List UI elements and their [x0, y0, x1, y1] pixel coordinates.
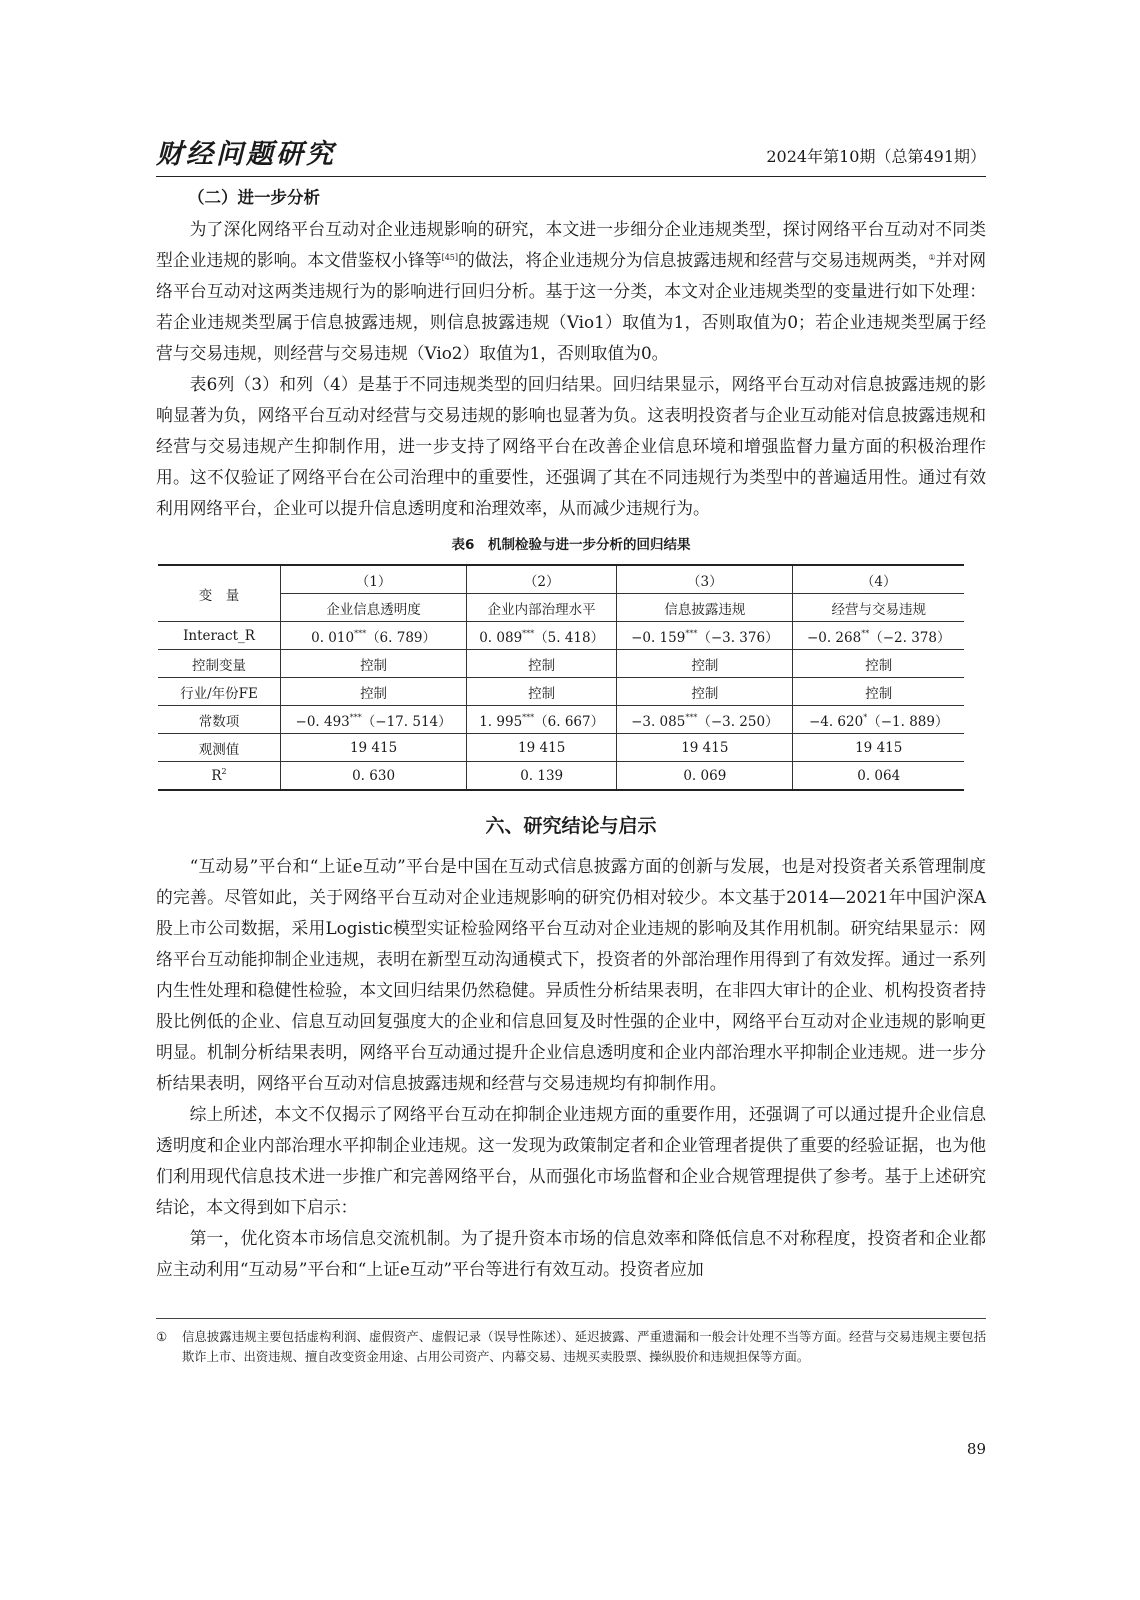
- subsection-title: （二）进一步分析: [188, 188, 320, 207]
- journal-logo: 财经问题研究: [156, 139, 336, 170]
- table-cell: 0. 630: [281, 762, 467, 791]
- table-cell: 0. 089***（5. 418）: [467, 622, 617, 650]
- column-name: 企业内部治理水平: [467, 594, 617, 622]
- footnote-text: 信息披露违规主要包括虚构利润、虚假资产、虚假记录（误导性陈述）、延迟披露、严重遗漏和一般会计处理不当等方面。经营与交易违规主要包括欺诈上市、出资违规、擅自改变资金用途、占用公司资产、内幕交易、违规买卖股票、操纵股价和违规担保等方面。: [182, 1330, 986, 1364]
- table-cell: 0. 064: [793, 762, 964, 791]
- table-cell: 控制: [793, 678, 964, 706]
- citation-ref[interactable]: [45]: [441, 253, 459, 262]
- footnote-ref[interactable]: ①: [928, 253, 936, 262]
- table-cell: 0. 010***（6. 789）: [281, 622, 467, 650]
- table-cell: 控制: [467, 678, 617, 706]
- paragraph: “互动易”平台和“上证e互动”平台是中国在互动式信息披露方面的创新与发展，也是对投资者关系管理制度的完善。尽管如此，关于网络平台互动对企业违规影响的研究仍相对较少。本文基于2014—2021年中国沪深A股上市公司数据，采用Logistic模型实证检验网络平台互动对企业违规的影响及其作用机制。研究结果显示：网络平台互动能抑制企业违规，表明在新型互动沟通模式下，投资者的外部治理作用得到了有效发挥。通过一系列内生性处理和稳健性检验，本文回归结果仍然稳健。异质性分析结果表明，在非四大审计的企业、机构投资者持股比例低的企业、信息互动回复强度大的企业和信息回复及时性强的企业中，网络平台互动对企业违规的影响更明显。机制分析结果表明，网络平台互动通过提升企业信息透明度和企业内部治理水平抑制企业违规。进一步分析结果表明，网络平台互动对信息披露违规和经营与交易违规均有抑制作用。: [156, 856, 986, 1093]
- table-cell: 控制: [281, 678, 467, 706]
- regression-table: [158, 564, 964, 791]
- table-cell: 0. 069: [617, 762, 793, 791]
- table-header-row: [158, 565, 964, 594]
- column-number: （2）: [467, 565, 617, 594]
- row-label: 控制变量: [158, 650, 281, 678]
- table-cell: 19 415: [281, 734, 467, 762]
- paragraph-text: 并对网络平台互动对这两类违规行为的影响进行回归分析。基于这一分类，本文对企业违规类型的变量进行如下处理：若企业违规类型属于信息披露违规，则信息披露违规（Vio1）取值为1，否则取值为0；若企业违规类型属于经营与交易违规，则经营与交易违规（Vio2）取值为1，否则取值为0。: [156, 250, 986, 363]
- column-number: （1）: [281, 565, 467, 594]
- footnote: [156, 1327, 986, 1367]
- table-cell: −4. 620*（−1. 889）: [793, 706, 964, 734]
- main-content: [156, 182, 986, 1285]
- table-cell: 控制: [617, 678, 793, 706]
- row-label: 行业/年份FE: [158, 678, 281, 706]
- column-name: 企业信息透明度: [281, 594, 467, 622]
- table-cell: −3. 085***（−3. 250）: [617, 706, 793, 734]
- column-name: 信息披露违规: [617, 594, 793, 622]
- column-name: 经营与交易违规: [793, 594, 964, 622]
- table-cell: 控制: [793, 650, 964, 678]
- table-row: [158, 622, 964, 650]
- table-cell: −0. 268**（−2. 378）: [793, 622, 964, 650]
- row-label: 观测值: [158, 734, 281, 762]
- section-title: 六、研究结论与启示: [485, 815, 657, 837]
- row-label: $R^2$: [158, 762, 281, 791]
- table-row: [158, 706, 964, 734]
- paragraph-text: 的做法，将企业违规分为信息披露违规和经营与交易违规两类，: [458, 250, 929, 270]
- column-number: （3）: [617, 565, 793, 594]
- table-row: [158, 650, 964, 678]
- footnote-mark: ①: [156, 1330, 168, 1344]
- table-cell: 控制: [467, 650, 617, 678]
- table-row: [158, 734, 964, 762]
- issue-info: 2024年第10期（总第491期）: [766, 147, 986, 166]
- paragraph: 第一，优化资本市场信息交流机制。为了提升资本市场的信息效率和降低信息不对称程度，投资者和企业都应主动利用“互动易”平台和“上证e互动”平台等进行有效互动。投资者应加: [156, 1228, 986, 1279]
- footnote-area: [156, 1318, 986, 1367]
- table-title: 表6 机制检验与进一步分析的回归结果: [451, 537, 691, 553]
- table-cell: 控制: [281, 650, 467, 678]
- table-cell: 19 415: [617, 734, 793, 762]
- table-row: [158, 678, 964, 706]
- variable-header: 变 量: [158, 565, 281, 622]
- table-cell: 0. 139: [467, 762, 617, 791]
- table-cell: 19 415: [467, 734, 617, 762]
- column-number: （4）: [793, 565, 964, 594]
- table-cell: 控制: [617, 650, 793, 678]
- row-label: Interact_R: [158, 622, 281, 650]
- page-header: [156, 138, 986, 177]
- table-cell: −0. 159***（−3. 376）: [617, 622, 793, 650]
- table-cell: −0. 493***（−17. 514）: [281, 706, 467, 734]
- table-row: [158, 762, 964, 791]
- row-label: 常数项: [158, 706, 281, 734]
- table-cell: 19 415: [793, 734, 964, 762]
- page-number: 89: [966, 1440, 986, 1458]
- paragraph: 综上所述，本文不仅揭示了网络平台互动在抑制企业违规方面的重要作用，还强调了可以通过提升企业信息透明度和企业内部治理水平抑制企业违规。这一发现为政策制定者和企业管理者提供了重要的经验证据，也为他们利用现代信息技术进一步推广和完善网络平台，从而强化市场监督和企业合规管理提供了参考。基于上述研究结论，本文得到如下启示：: [156, 1104, 986, 1217]
- paragraph: 表6列（3）和列（4）是基于不同违规类型的回归结果。回归结果显示，网络平台互动对信息披露违规的影响显著为负，网络平台互动对经营与交易违规的影响也显著为负。这表明投资者与企业互动能对信息披露违规和经营与交易违规产生抑制作用，进一步支持了网络平台在改善企业信息环境和增强监督力量方面的积极治理作用。这不仅验证了网络平台在公司治理中的重要性，还强调了其在不同违规行为类型中的普遍适用性。通过有效利用网络平台，企业可以提升信息透明度和治理效率，从而减少违规行为。: [156, 374, 986, 518]
- table-cell: 1. 995***（6. 667）: [467, 706, 617, 734]
- paragraph: [156, 214, 986, 369]
- paragraph-text: 为了深化网络平台互动对企业违规影响的研究，本文进一步细分企业违规类型，探讨网络平台互动对不同类型企业违规的影响。本文借鉴权小锋等: [156, 219, 986, 270]
